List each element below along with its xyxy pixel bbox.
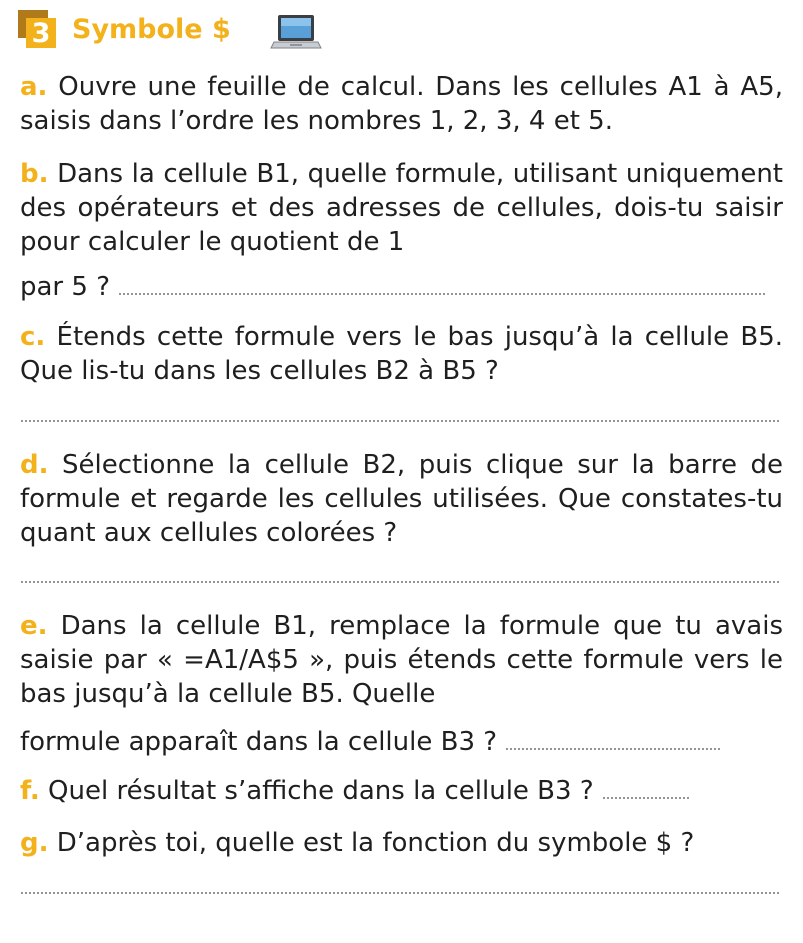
answer-dotted-line[interactable] bbox=[505, 748, 720, 750]
question-f-text: Quel résultat s’affiche dans la cellule B3 ? bbox=[48, 776, 594, 806]
question-f-letter: f. bbox=[20, 776, 40, 806]
exercise-title: Symbole $ bbox=[72, 14, 231, 45]
answer-dotted-line[interactable] bbox=[20, 581, 780, 583]
question-f bbox=[20, 774, 783, 808]
question-g-text: D’après toi, quelle est la fonction du symbole $ ? bbox=[56, 828, 695, 858]
question-b-letter: b. bbox=[20, 159, 49, 189]
question-e-answer-line bbox=[20, 725, 783, 759]
question-e-text: Dans la cellule B1, remplace la formule que tu avais saisie par « =A1/A$5 », puis étends cette formule vers le bas jusqu’à la cellule B5. Quelle bbox=[20, 611, 783, 709]
question-g-letter: g. bbox=[20, 828, 49, 858]
question-c bbox=[20, 320, 783, 388]
question-b-tail: par 5 ? bbox=[20, 272, 110, 302]
question-b-text: Dans la cellule B1, quelle formule, utilisant uniquement des opérateurs et des adresses de cellules, dois-tu saisir pour calculer le quotient de 1 bbox=[20, 159, 783, 257]
question-e-letter: e. bbox=[20, 611, 48, 641]
question-b bbox=[20, 157, 783, 259]
question-d bbox=[20, 448, 783, 550]
question-c-text: Étends cette formule vers le bas jusqu’à la cellule B5. Que lis-tu dans les cellules B2 à B5 ? bbox=[20, 322, 784, 386]
question-d-letter: d. bbox=[20, 450, 49, 480]
question-d-text: Sélectionne la cellule B2, puis clique sur la barre de formule et regarde les cellules utilisées. Que constates-tu quant aux cellules colorées ? bbox=[20, 450, 784, 548]
question-b-answer-line bbox=[20, 270, 783, 304]
answer-dotted-line[interactable] bbox=[602, 797, 690, 799]
question-a bbox=[20, 70, 783, 138]
question-a-text: Ouvre une feuille de calcul. Dans les cellules A1 à A5, saisis dans l’ordre les nombres 1, 2, 3, 4 et 5. bbox=[20, 72, 783, 136]
exercise-header bbox=[18, 10, 418, 54]
answer-dotted-line[interactable] bbox=[118, 293, 766, 295]
exercise-number-badge: 3 bbox=[26, 18, 56, 48]
question-a-letter: a. bbox=[20, 72, 48, 102]
question-e-tail: formule apparaît dans la cellule B3 ? bbox=[20, 727, 498, 757]
question-c-letter: c. bbox=[20, 322, 46, 352]
question-e bbox=[20, 609, 783, 711]
answer-dotted-line[interactable] bbox=[20, 420, 780, 422]
answer-dotted-line[interactable] bbox=[20, 892, 780, 894]
question-g bbox=[20, 826, 783, 860]
laptop-icon bbox=[270, 12, 322, 52]
